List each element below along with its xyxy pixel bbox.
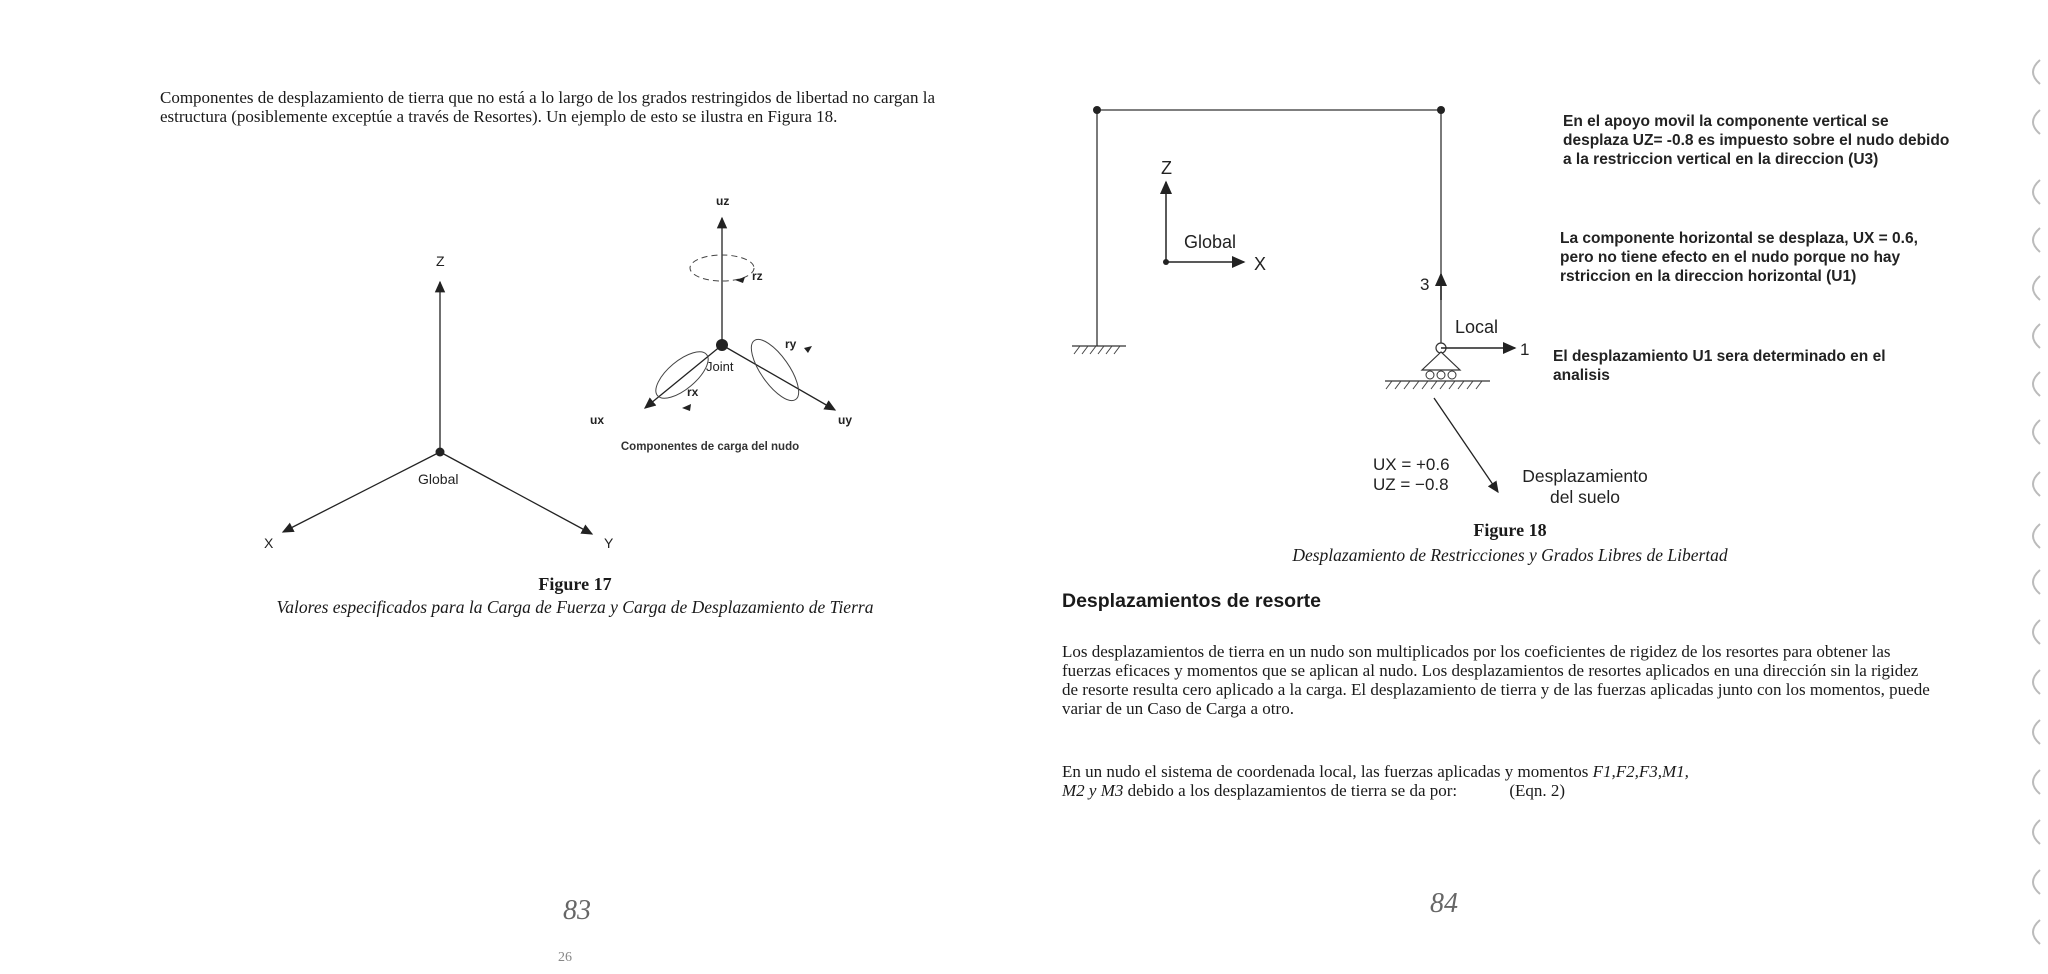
figure-17-title: Figure 17 bbox=[538, 574, 612, 594]
footer-mark: 26 bbox=[558, 950, 572, 965]
ry-label: ry bbox=[785, 337, 797, 351]
axis-z-label: Z bbox=[436, 253, 445, 269]
ux-label: ux bbox=[590, 413, 605, 427]
ground-displacement-label: Desplazamiento del suelo bbox=[1522, 466, 1648, 507]
figure-17-diagram bbox=[0, 0, 1000, 600]
ux-value-label: UX = +0.6 bbox=[1373, 455, 1450, 474]
equation-paragraph-text: En un nudo el sistema de coordenada local, las fuerzas aplicadas y momentos bbox=[1062, 762, 1589, 781]
global-axes bbox=[283, 282, 592, 534]
local-3-label: 3 bbox=[1420, 275, 1430, 294]
figure-17-caption: Valores especificados para la Carga de Fuerza y Carga de Desplazamiento de Tierra bbox=[276, 597, 874, 617]
page-number-right: 84 bbox=[1430, 888, 1458, 919]
equation-paragraph bbox=[1062, 762, 1882, 800]
uy-label: uy bbox=[838, 413, 853, 427]
rx-label: rx bbox=[687, 385, 699, 399]
local-1-label: 1 bbox=[1520, 340, 1530, 359]
local-label: Local bbox=[1455, 317, 1499, 337]
section-heading: Desplazamientos de resorte bbox=[1062, 590, 1322, 612]
equation-reference: (Eqn. 2) bbox=[1509, 781, 1566, 800]
moment-symbols: M2 y M3 bbox=[1062, 781, 1124, 800]
spring-paragraph: Los desplazamientos de tierra en un nudo son multiplicados por los coeficientes de rigidez de los resortes para obtener las fuerzas eficaces y momentos que se aplican al nudo. Los desplazamientos de resortes aplicados en una dirección sin la rigidez de resorte resulta cero aplicado a la carga. El desplazamiento de tierra y de las fuerzas aplicadas junto con los momentos, puede variar de un Caso de Carga a otro. bbox=[1062, 642, 1930, 718]
intro-paragraph: Componentes de desplazamiento de tierra que no está a lo largo de los grados restringidos de libertad no cargan la estructura (posiblemente exceptúe a través de Resortes). Un ejemplo de esto se ilustra en Figura 18. bbox=[160, 88, 935, 126]
figure-18-caption: Desplazamiento de Restricciones y Grados Libres de Libertad bbox=[1292, 545, 1728, 565]
page-number-left: 83 bbox=[563, 895, 591, 926]
equation-paragraph-tail: debido a los desplazamientos de tierra se da por: bbox=[1127, 781, 1458, 800]
figure-18-title: Figure 18 bbox=[1473, 520, 1547, 540]
note-horizontal-component: La componente horizontal se desplaza, UX = 0.6, pero no tiene efecto en el nudo porque no hay rstriccion en la direccion horizontal (U1) bbox=[1560, 230, 1918, 285]
global-frame-label: Global bbox=[1184, 232, 1237, 252]
axis-y-label: Y bbox=[604, 535, 614, 551]
uz-value-label: UZ = −0.8 bbox=[1373, 475, 1449, 494]
note-u1-analysis: El desplazamiento U1 sera determinado en el analisis bbox=[1553, 348, 1886, 384]
global-origin-label: Global bbox=[418, 471, 459, 487]
joint-axes bbox=[645, 218, 835, 411]
rz-label: rz bbox=[752, 269, 763, 283]
axis-x-label: X bbox=[264, 535, 274, 551]
spiral-binding bbox=[2018, 40, 2048, 974]
joint-label: Joint bbox=[706, 359, 734, 374]
frame-structure bbox=[1072, 106, 1515, 492]
global-x-label: X bbox=[1254, 254, 1267, 274]
note-vertical-support: En el apoyo movil la componente vertical se desplaza UZ= -0.8 es impuesto sobre el nudo debido a la restriccion vertical en la direccion (U3) bbox=[1563, 113, 1950, 168]
global-z-label: Z bbox=[1161, 158, 1172, 178]
force-symbols: F1,F2,F3,M1, bbox=[1592, 762, 1689, 781]
uz-label: uz bbox=[716, 194, 730, 208]
joint-caption: Componentes de carga del nudo bbox=[620, 441, 800, 453]
